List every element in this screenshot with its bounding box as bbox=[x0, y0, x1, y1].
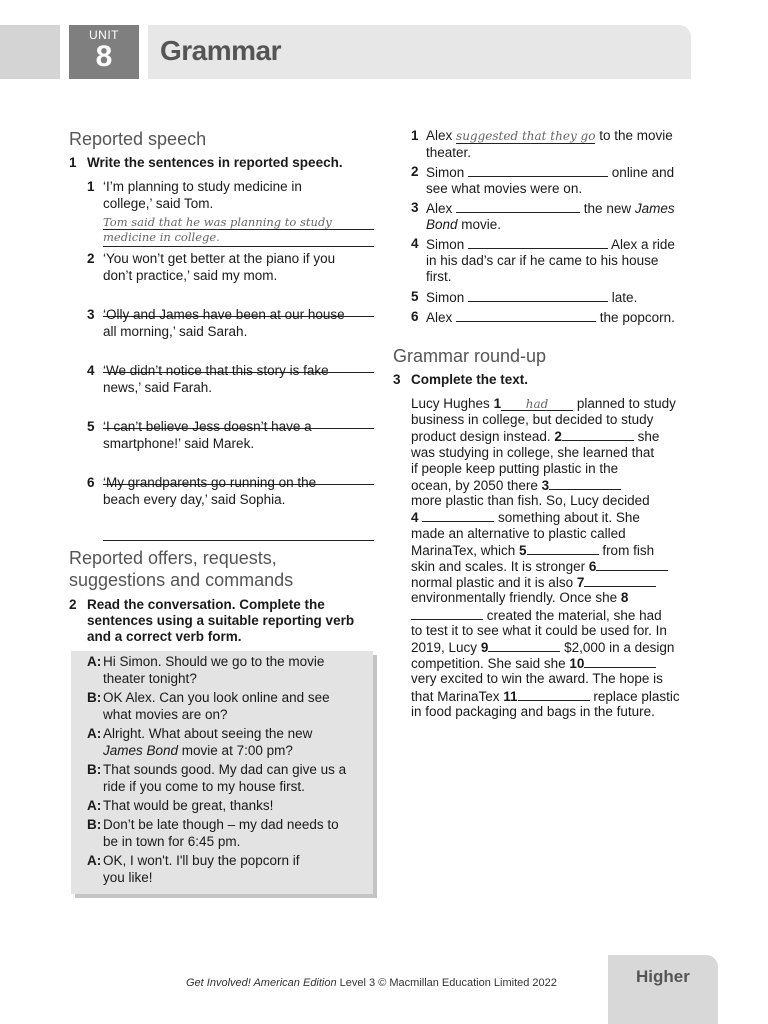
blank-number: 5 bbox=[519, 542, 527, 558]
continuation-text: the popcorn. bbox=[599, 310, 675, 325]
question-number: 3 bbox=[393, 372, 401, 387]
answer-blank bbox=[584, 655, 656, 668]
blank-number: 3 bbox=[541, 478, 550, 493]
text-line bbox=[411, 526, 626, 542]
text-fragment: something about it. She bbox=[494, 510, 640, 526]
item-number: 1 bbox=[87, 179, 95, 194]
speech-text bbox=[103, 725, 367, 759]
answer-blank bbox=[527, 542, 599, 555]
text-line bbox=[411, 607, 662, 624]
continuation-text: the new James bbox=[583, 201, 675, 216]
speech-line: Don’t be late though – my dad needs to bbox=[103, 817, 339, 832]
item-number: 4 bbox=[411, 236, 419, 251]
blank-number: 1 bbox=[493, 396, 502, 411]
exercise-item bbox=[87, 363, 377, 423]
conversation-line bbox=[87, 816, 367, 850]
subject: Simon bbox=[426, 290, 465, 305]
speech-line: ride if you come to my house first. bbox=[103, 779, 305, 794]
book-title: Get Involved! American Edition bbox=[186, 977, 337, 989]
text-fragment: MarinaTex, which bbox=[411, 542, 520, 558]
speech-text bbox=[103, 816, 367, 850]
answer-blank bbox=[488, 639, 560, 652]
blank-number: 2 bbox=[554, 429, 562, 445]
text-fragment: product design instead. bbox=[411, 429, 555, 445]
question-number: 2 bbox=[69, 597, 77, 612]
text-fragment: if people keep putting plastic in the bbox=[411, 460, 619, 476]
unit-badge bbox=[69, 25, 139, 79]
text-fragment: ocean, by 2050 there bbox=[411, 478, 542, 493]
question-1-instruction bbox=[69, 155, 369, 171]
speaker-label: A: bbox=[87, 798, 102, 813]
instruction-text: Complete the text. bbox=[411, 372, 529, 387]
text-line bbox=[411, 639, 674, 656]
subject: Simon bbox=[426, 237, 465, 252]
completion-first-line bbox=[426, 128, 673, 145]
conversation-line bbox=[87, 852, 367, 886]
speech-line: That would be great, thanks! bbox=[103, 798, 274, 813]
handwritten-answer: medicine in college. bbox=[103, 230, 220, 244]
continuation-text: late. bbox=[611, 290, 638, 305]
sentence-line: college,’ said Tom. bbox=[103, 195, 214, 211]
speech-text bbox=[103, 797, 367, 814]
text-fragment: to test it to see what it could be used for. In bbox=[411, 622, 667, 638]
sentence-line: ‘You won’t get better at the piano if you bbox=[103, 251, 336, 266]
text-line bbox=[411, 558, 668, 575]
text-line bbox=[411, 623, 667, 639]
text-line bbox=[411, 461, 618, 477]
sentence-line: ‘Olly and James have been at our house bbox=[103, 307, 345, 322]
text-line bbox=[411, 493, 650, 509]
conversation-line bbox=[87, 725, 367, 759]
item-number: 1 bbox=[411, 128, 419, 143]
item-number: 6 bbox=[87, 475, 95, 490]
speech-text bbox=[103, 852, 367, 886]
text-fragment: business in college, but decided to study bbox=[411, 412, 654, 428]
completion-first-line bbox=[426, 236, 675, 254]
speech-line: be in town for 6:45 pm. bbox=[103, 834, 241, 849]
subject: Alex bbox=[426, 201, 453, 216]
text-fragment: skin and scales. It is stronger bbox=[411, 559, 589, 574]
text-fragment: that MarinaTex bbox=[411, 688, 504, 704]
page-title: Grammar bbox=[160, 35, 282, 66]
answer-blank bbox=[549, 477, 621, 490]
continuation-line: Bond movie. bbox=[426, 216, 502, 232]
section-heading-grammar-roundup: Grammar round-up bbox=[393, 346, 547, 366]
text-fragment: environmentally friendly. Once she bbox=[411, 590, 621, 606]
speech-line: theater tonight? bbox=[103, 671, 197, 686]
speech-line: Hi Simon. Should we go to the movie bbox=[103, 654, 325, 669]
item-number: 6 bbox=[411, 309, 419, 324]
unit-number: 8 bbox=[95, 40, 113, 73]
answer-blank bbox=[468, 236, 608, 249]
text-fragment: was studying in college, she learned that bbox=[411, 444, 655, 460]
answer-blank bbox=[468, 289, 608, 302]
item-sentence bbox=[103, 307, 375, 340]
item-number: 3 bbox=[411, 200, 419, 215]
text-fragment: replace plastic bbox=[589, 688, 680, 704]
text-line bbox=[411, 574, 656, 591]
item-sentence bbox=[103, 419, 375, 452]
item-number: 5 bbox=[87, 419, 95, 434]
answer-blank bbox=[584, 574, 656, 587]
speech-line: what movies are on? bbox=[103, 707, 228, 722]
speaker-label: A: bbox=[87, 853, 102, 868]
speech-line: OK, I won't. I'll buy the popcorn if bbox=[103, 853, 300, 868]
conversation-box bbox=[71, 651, 373, 894]
question-number: 1 bbox=[69, 155, 77, 170]
text-fragment: planned to study bbox=[573, 396, 676, 411]
exercise-item bbox=[87, 419, 377, 479]
speech-line: James Bond movie at 7:00 pm? bbox=[103, 743, 293, 758]
conversation-line bbox=[87, 797, 367, 814]
instruction-line: sentences using a suitable reporting verb bbox=[87, 613, 355, 628]
completion-first-line bbox=[426, 200, 675, 218]
text-fragment: in food packaging and bags in the future. bbox=[411, 703, 655, 719]
conversation-line bbox=[87, 653, 367, 687]
speech-text bbox=[103, 689, 367, 723]
continuation-text: Alex a ride bbox=[611, 237, 675, 252]
continuation-line: first. bbox=[426, 269, 452, 284]
text-fragment: 2019, Lucy bbox=[411, 640, 481, 655]
speaker-label: B: bbox=[87, 690, 102, 705]
answer-blank bbox=[456, 200, 580, 213]
text-fragment: Lucy Hughes bbox=[411, 396, 494, 411]
continuation-line: see what movies were on. bbox=[426, 180, 583, 196]
text-line bbox=[411, 671, 663, 687]
speaker-label: B: bbox=[87, 762, 102, 777]
sentence-line: ‘My grandparents go running on the bbox=[103, 475, 317, 490]
item-sentence bbox=[103, 251, 375, 284]
blank-number: 10 bbox=[569, 656, 585, 672]
header-title-bar bbox=[148, 25, 691, 79]
item-number: 2 bbox=[87, 251, 95, 266]
text-fragment: from fish bbox=[598, 542, 655, 558]
item-number: 3 bbox=[87, 307, 95, 322]
blank-number: 8 bbox=[620, 590, 629, 606]
text-fragment: competition. She said she bbox=[411, 656, 570, 672]
text-fragment: she bbox=[633, 429, 660, 445]
answer-blank bbox=[596, 558, 668, 571]
item-sentence bbox=[103, 179, 375, 212]
blank-number: 7 bbox=[576, 575, 585, 591]
handwritten-answer: suggested that they go bbox=[456, 129, 596, 143]
answer-blank bbox=[562, 428, 634, 441]
text-fragment: more plastic than fish. So, Lucy decided bbox=[411, 493, 650, 509]
exercise-item bbox=[87, 307, 377, 367]
speaker-label: A: bbox=[87, 654, 102, 669]
level-label: Higher bbox=[636, 967, 690, 986]
speech-line: OK Alex. Can you look online and see bbox=[103, 690, 330, 705]
instruction-line: Read the conversation. Complete the bbox=[87, 597, 325, 612]
text-line bbox=[411, 542, 654, 559]
sentence-line: beach every day,’ said Sophia. bbox=[103, 491, 286, 507]
unit-label: UNIT bbox=[89, 28, 119, 42]
speech-text bbox=[103, 653, 367, 687]
sentence-line: ‘We didn’t notice that this story is fake bbox=[103, 363, 329, 378]
text-fragment: made an alternative to plastic called bbox=[411, 525, 626, 541]
level-tab bbox=[608, 955, 718, 1024]
item-sentence bbox=[103, 363, 375, 396]
subject: Alex bbox=[426, 310, 453, 325]
sentence-line: smartphone!’ said Marek. bbox=[103, 435, 255, 451]
blank-number: 6 bbox=[588, 559, 597, 574]
text-line bbox=[411, 477, 621, 494]
subject: Alex bbox=[426, 128, 453, 143]
exercise-item bbox=[87, 475, 377, 535]
conversation-line bbox=[87, 761, 367, 795]
answer-blank bbox=[456, 309, 596, 322]
item-number: 5 bbox=[411, 289, 419, 304]
section-heading-line: Reported offers, requests, bbox=[69, 548, 277, 568]
handwritten-answer: had bbox=[501, 398, 573, 411]
speech-line: you like! bbox=[103, 870, 153, 885]
text-line bbox=[411, 704, 655, 720]
sentence-line: ‘I’m planning to study medicine in bbox=[103, 179, 302, 194]
section-heading-line: suggestions and commands bbox=[69, 570, 294, 590]
speech-line: That sounds good. My dad can give us a bbox=[103, 762, 347, 777]
footer-copyright bbox=[186, 977, 557, 989]
answer-blank bbox=[422, 509, 494, 522]
sentence-line: all morning,’ said Sarah. bbox=[103, 323, 248, 339]
text-line bbox=[411, 445, 654, 461]
instruction-line: and a correct verb form. bbox=[87, 629, 242, 644]
continuation-text: online and bbox=[611, 165, 675, 180]
answer-line bbox=[103, 540, 374, 541]
question-3-instruction bbox=[393, 372, 693, 388]
speaker-label: B: bbox=[87, 817, 102, 832]
speaker-label: A: bbox=[87, 726, 102, 741]
completion-first-line bbox=[426, 309, 675, 327]
text-fragment: very excited to win the award. The hope is bbox=[411, 671, 663, 687]
answer-line bbox=[103, 246, 374, 247]
text-line bbox=[411, 590, 628, 606]
header-left-block bbox=[0, 25, 60, 79]
text-fragment: $2,000 in a design bbox=[560, 640, 675, 655]
subject: Simon bbox=[426, 165, 465, 180]
blank-number: 11 bbox=[503, 688, 518, 704]
blank-number: 9 bbox=[480, 640, 489, 655]
exercise-item bbox=[87, 251, 377, 311]
sentence-line: ‘I can’t believe Jess doesn’t have a bbox=[103, 419, 312, 434]
answer-blank bbox=[411, 607, 483, 620]
item-number: 4 bbox=[87, 363, 95, 378]
item-sentence bbox=[103, 475, 375, 508]
instruction-text: Write the sentences in reported speech. bbox=[87, 155, 343, 170]
copyright-text: Level 3 © Macmillan Education Limited 2022 bbox=[336, 977, 557, 989]
completion-first-line bbox=[426, 289, 637, 307]
completion-first-line bbox=[426, 164, 674, 182]
speech-line: Alright. What about seeing the new bbox=[103, 726, 313, 741]
section-heading-reported-offers bbox=[69, 547, 293, 591]
sentence-line: news,’ said Farah. bbox=[103, 379, 213, 395]
blank-number: 4 bbox=[411, 510, 419, 526]
text-fragment: normal plastic and it is also bbox=[411, 575, 577, 591]
continuation-line: in his dad’s car if he came to his house bbox=[426, 252, 659, 268]
continuation-text: to the movie bbox=[599, 128, 673, 143]
text-fragment: created the material, she had bbox=[483, 607, 662, 623]
answer-blank bbox=[518, 688, 590, 701]
continuation-line: theater. bbox=[426, 144, 472, 160]
text-line bbox=[411, 428, 659, 445]
answer-blank bbox=[468, 164, 608, 177]
text-line bbox=[411, 509, 640, 526]
conversation-line bbox=[87, 689, 367, 723]
item-number: 2 bbox=[411, 164, 419, 179]
text-line bbox=[411, 396, 676, 412]
section-heading-reported-speech: Reported speech bbox=[69, 129, 207, 149]
text-line bbox=[411, 688, 680, 705]
handwritten-answer: Tom said that he was planning to study bbox=[103, 215, 332, 229]
text-line bbox=[411, 655, 656, 672]
text-line bbox=[411, 412, 653, 428]
speech-text bbox=[103, 761, 367, 795]
sentence-line: don’t practice,’ said my mom. bbox=[103, 267, 278, 283]
